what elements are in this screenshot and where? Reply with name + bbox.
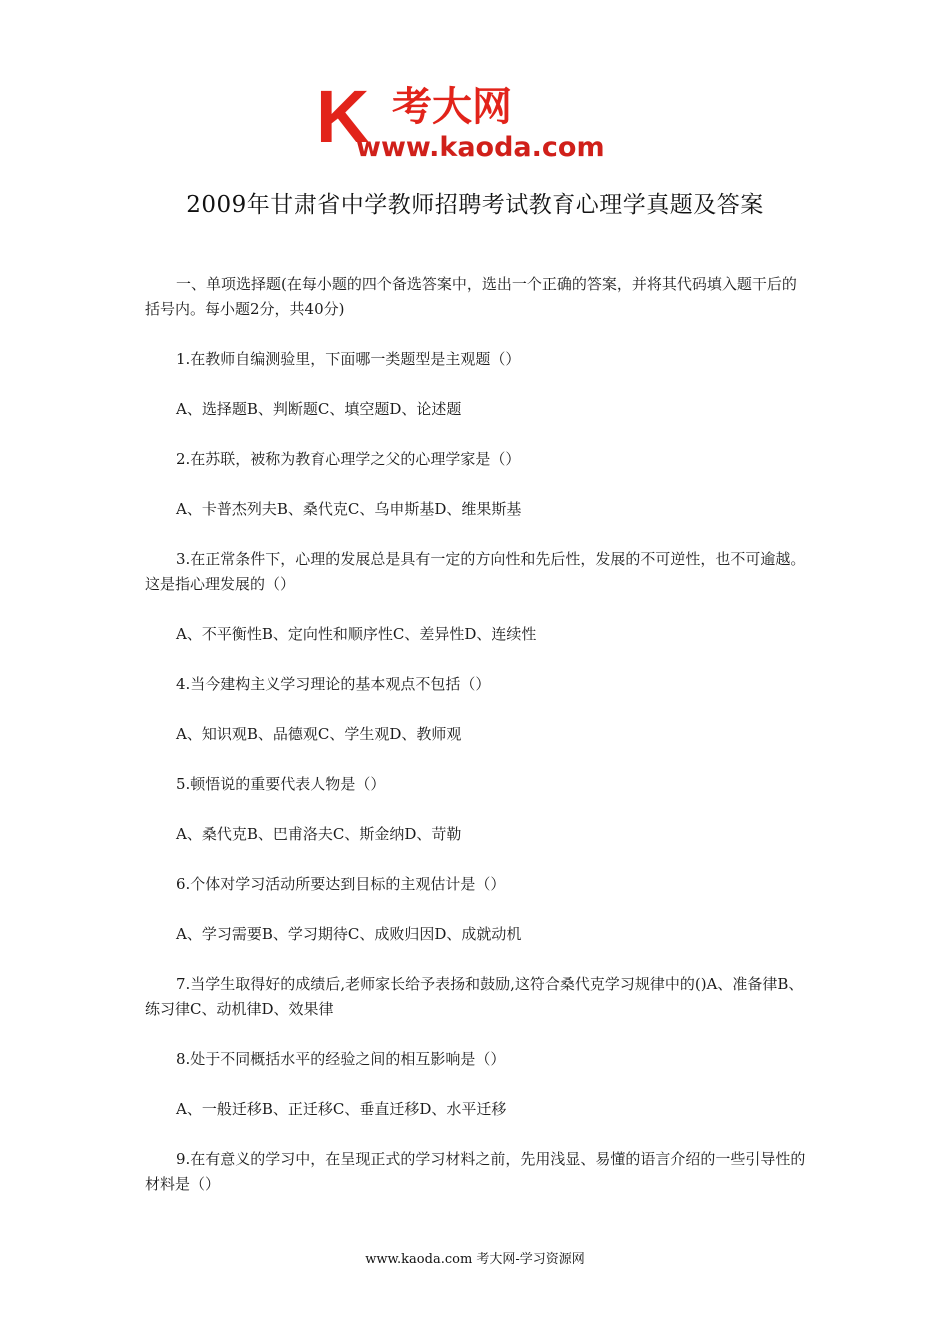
options-5: A、桑代克B、巴甫洛夫C、斯金纳D、苛勒 <box>176 825 462 843</box>
question-9: 9.在有意义的学习中，在呈现正式的学习材料之前，先用浅显、易懂的语言介绍的一些引导性的材料是（） <box>145 1150 806 1193</box>
question-1: 1.在教师自编测验里，下面哪一类题型是主观题（） <box>176 350 521 368</box>
question-5: 5.顿悟说的重要代表人物是（） <box>176 775 386 793</box>
options-1: A、选择题B、判断题C、填空题D、论述题 <box>176 400 462 418</box>
options-6: A、学习需要B、学习期待C、成败归因D、成就动机 <box>176 925 522 943</box>
kaoda-logo-graphic <box>316 80 646 160</box>
question-7: 7.当学生取得好的成绩后,老师家长给予表扬和鼓励,这符合桑代克学习规律中的()A、准备律B、练习律C、动机律D、效果律 <box>145 975 804 1018</box>
options-2: A、卡普杰列夫B、桑代克C、乌申斯基D、维果斯基 <box>176 500 522 518</box>
logo-url: www.kaoda.com <box>356 132 605 160</box>
options-8: A、一般迁移B、正迁移C、垂直迁移D、水平迁移 <box>176 1100 507 1118</box>
question-6: 6.个体对学习活动所要达到目标的主观估计是（） <box>176 875 506 893</box>
options-3: A、不平衡性B、定向性和顺序性C、差异性D、连续性 <box>176 625 537 643</box>
document-title: 2009年甘肃省中学教师招聘考试教育心理学真题及答案 <box>186 192 764 218</box>
page-footer: www.kaoda.com 考大网-学习资源网 <box>365 1252 585 1267</box>
logo-k-letter: K <box>316 80 370 158</box>
question-8: 8.处于不同概括水平的经验之间的相互影响是（） <box>176 1050 506 1068</box>
section-heading: 一、单项选择题(在每小题的四个备选答案中，选出一个正确的答案，并将其代码填入题干后的括号内。每小题2分，共40分) <box>145 275 797 318</box>
kaoda-logo <box>316 80 646 160</box>
question-3: 3.在正常条件下，心理的发展总是具有一定的方向性和先后性，发展的不可逆性，也不可逾越。这是指心理发展的（） <box>145 550 806 593</box>
logo-site-name: 考大网 <box>392 84 512 130</box>
document-body <box>145 272 810 1222</box>
question-4: 4.当今建构主义学习理论的基本观点不包括（） <box>176 675 491 693</box>
options-4: A、知识观B、品德观C、学生观D、教师观 <box>176 725 462 743</box>
question-2: 2.在苏联，被称为教育心理学之父的心理学家是（） <box>176 450 521 468</box>
